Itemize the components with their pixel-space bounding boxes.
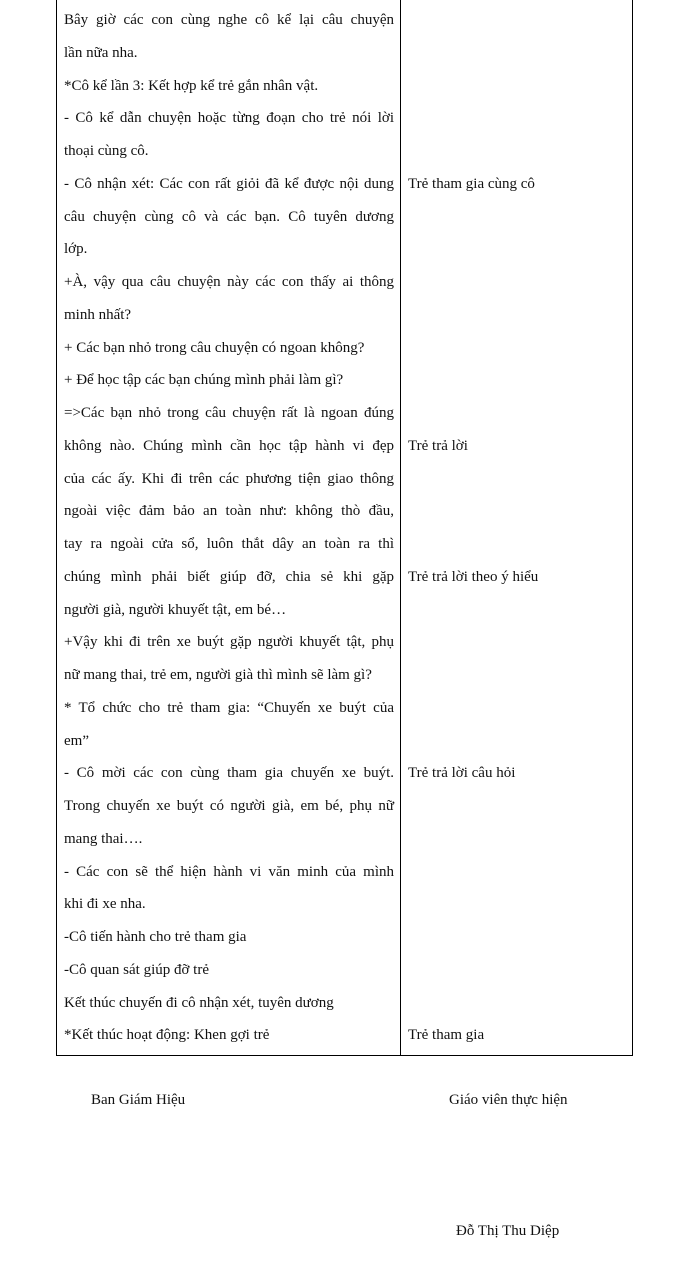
activity-line: Kết thúc chuyến đi cô nhận xét, tuyên dương <box>64 994 334 1011</box>
activity-line: +À, vậy qua câu chuyện này các con thấy ai thông <box>64 274 394 290</box>
child-response: Trẻ trả lời theo ý hiểu <box>408 568 539 585</box>
activity-line: - Cô mời các con cùng tham gia chuyến xe buýt. <box>64 765 394 782</box>
activity-line: lần nữa nha. <box>64 44 138 61</box>
activity-line: Bây giờ các con cùng nghe cô kể lại câu chuyện <box>64 12 394 28</box>
activity-line: không nào. Chúng mình cần học tập hành vi đẹp <box>64 437 394 454</box>
activity-line: ngoài việc đảm bảo an toàn như: không thò đầu, <box>64 503 394 520</box>
activity-line: Trong chuyến xe buýt có người già, em bé, phụ nữ <box>64 798 394 814</box>
lesson-plan-table <box>56 0 633 1056</box>
activity-line: + Để học tập các bạn chúng mình phải làm gì? <box>64 372 344 389</box>
column-divider <box>400 0 401 1055</box>
activity-line: em” <box>64 732 89 749</box>
activity-line: tay ra ngoài cửa sổ, luôn thắt dây an toàn ra thì <box>64 536 394 552</box>
activity-line: câu chuyện cùng cô và các bạn. Cô tuyên dương <box>64 208 394 225</box>
child-response: Trẻ tham gia cùng cô <box>408 175 535 192</box>
child-response: Trẻ trả lời <box>408 437 468 454</box>
activity-line: mang thai…. <box>64 830 143 847</box>
activity-line: minh nhất? <box>64 306 132 323</box>
child-response: Trẻ tham gia <box>408 1027 485 1044</box>
activity-line: nữ mang thai, trẻ em, người già thì mình sẽ làm gì? <box>64 667 372 683</box>
principal-signature-title: Ban Giám Hiệu <box>91 1092 186 1108</box>
activity-line: khi đi xe nha. <box>64 896 146 913</box>
activity-line: người già, người khuyết tật, em bé… <box>64 601 287 618</box>
activity-line: * Tổ chức cho trẻ tham gia: “Chuyến xe buýt của <box>64 699 394 716</box>
teacher-signature-title: Giáo viên thực hiện <box>449 1092 568 1108</box>
activity-line: +Vậy khi đi trên xe buýt gặp người khuyết tật, phụ <box>64 634 394 651</box>
activity-line: *Cô kể lần 3: Kết hợp kể trẻ gắn nhân vật. <box>64 77 319 94</box>
child-response: Trẻ trả lời câu hỏi <box>408 765 516 782</box>
activity-line: chúng mình phải biết giúp đỡ, chia sẻ khi gặp <box>64 568 394 585</box>
activity-line: - Cô kể dẫn chuyện hoặc từng đoạn cho trẻ nói lời <box>64 110 394 127</box>
activity-line: =>Các bạn nhỏ trong câu chuyện rất là ngoan đúng <box>64 405 394 421</box>
teacher-name: Đỗ Thị Thu Diệp <box>456 1223 560 1239</box>
activity-line: *Kết thúc hoạt động: Khen gợi trẻ <box>64 1027 270 1044</box>
activity-line: + Các bạn nhỏ trong câu chuyện có ngoan không? <box>64 339 365 356</box>
activity-line: -Cô quan sát giúp đỡ trẻ <box>64 961 209 978</box>
activity-line: - Các con sẽ thể hiện hành vi văn minh của mình <box>64 863 394 880</box>
activity-line: -Cô tiến hành cho trẻ tham gia <box>64 929 247 945</box>
activity-line: lớp. <box>64 241 88 258</box>
activity-line: thoại cùng cô. <box>64 143 149 159</box>
activity-line: - Cô nhận xét: Các con rất giỏi đã kể được nội dung <box>64 175 394 192</box>
activity-line: của các ấy. Khi đi trên các phương tiện giao thông <box>64 470 394 487</box>
